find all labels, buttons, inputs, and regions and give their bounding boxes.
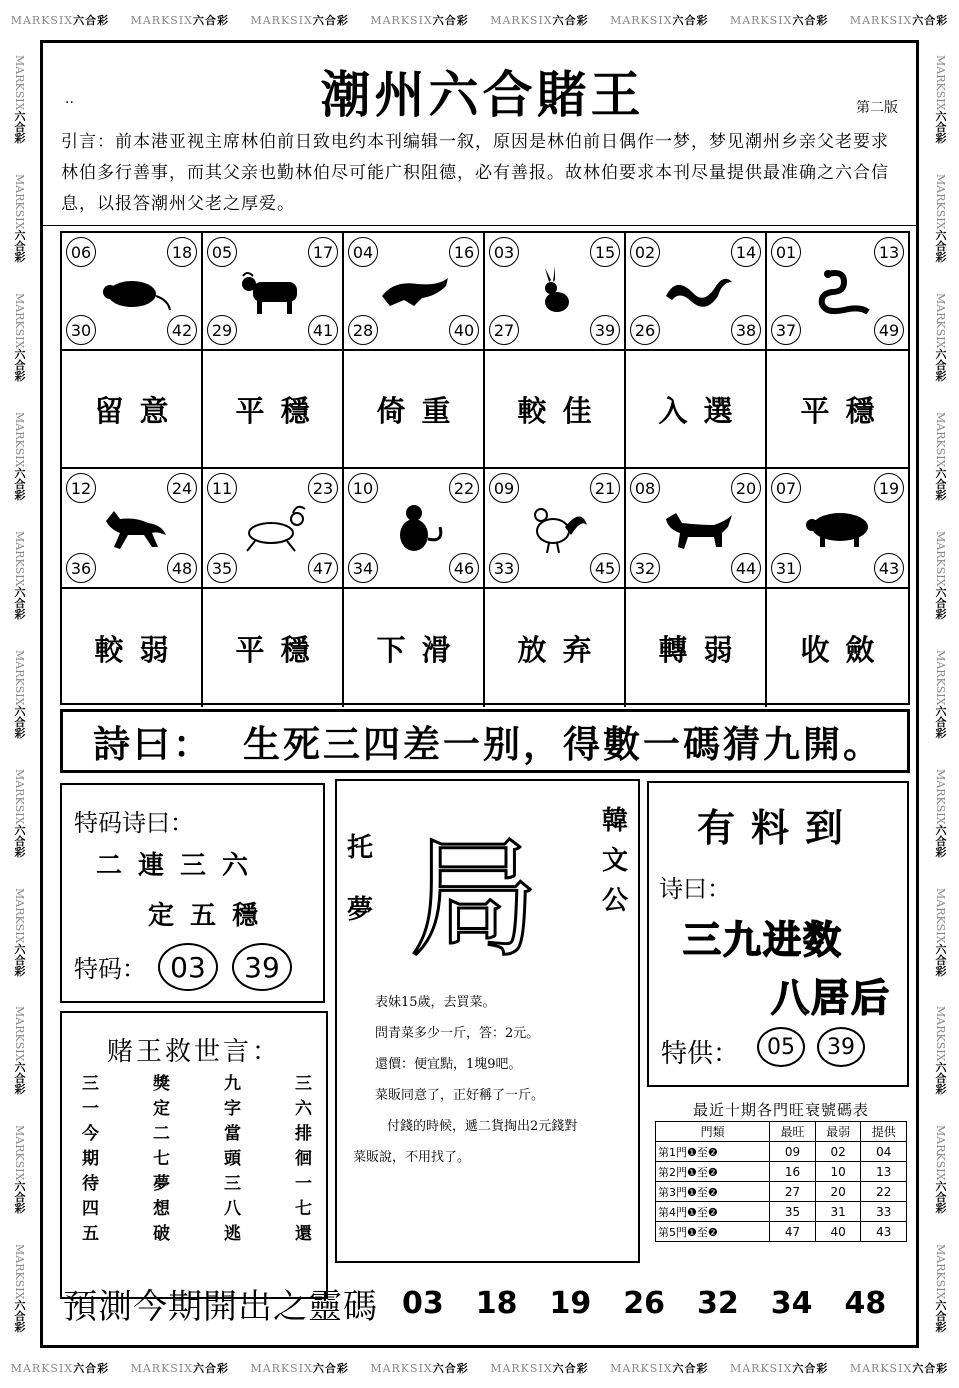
number-ball: 03 bbox=[489, 237, 519, 267]
watermark-right bbox=[921, 40, 959, 1348]
give-cell: 33 bbox=[861, 1202, 907, 1222]
column-header: 門類 bbox=[656, 1122, 770, 1142]
watermark-text: MARKSIX六合彩 bbox=[13, 411, 26, 501]
story-line: 還價：便宜點，1塊9吧。 bbox=[375, 1057, 522, 1072]
min-cell: 20 bbox=[815, 1182, 861, 1202]
watermark-text: MARKSIX六合彩 bbox=[849, 14, 949, 27]
watermark-text: MARKSIX六合彩 bbox=[13, 174, 26, 263]
door-cell: 第4門❶至❷ bbox=[656, 1202, 770, 1222]
give-cell: 04 bbox=[861, 1142, 907, 1162]
dream-right-char: 韓 bbox=[601, 806, 628, 836]
table-row bbox=[656, 1202, 907, 1222]
saying-char: 待 bbox=[82, 1174, 99, 1194]
number-ball: 18 bbox=[167, 237, 197, 267]
number-ball: 48 bbox=[167, 553, 197, 583]
special-code-box bbox=[60, 783, 325, 1003]
saying-char: 期 bbox=[82, 1149, 99, 1169]
give-cell: 22 bbox=[861, 1182, 907, 1202]
number-ball: 41 bbox=[308, 315, 338, 345]
watermark-text: MARKSIX六合彩 bbox=[934, 887, 947, 976]
watermark-text: MARKSIX六合彩 bbox=[729, 14, 829, 27]
prediction-number: 26 bbox=[623, 1286, 665, 1321]
watermark-text: MARKSIX六合彩 bbox=[370, 14, 469, 27]
saying-char: 三 bbox=[295, 1074, 312, 1094]
door-cell: 第1門❶至❷ bbox=[656, 1142, 770, 1162]
give-cell: 13 bbox=[861, 1162, 907, 1182]
watermark-text: MARKSIX六合彩 bbox=[934, 768, 947, 858]
max-cell: 16 bbox=[770, 1162, 816, 1182]
number-ball: 02 bbox=[630, 237, 660, 267]
saying-char: 四 bbox=[82, 1199, 99, 1219]
prediction-label: 預測今期開出之靈碼 bbox=[63, 1287, 378, 1327]
watermark-text: MARKSIX六合彩 bbox=[490, 14, 589, 27]
header-dots: .. bbox=[65, 91, 74, 107]
saying-char: 三 bbox=[82, 1074, 99, 1094]
watermark-text: MARKSIX六合彩 bbox=[370, 1362, 469, 1375]
prediction-number: 32 bbox=[697, 1286, 739, 1321]
watermark-text: MARKSIX六合彩 bbox=[13, 649, 26, 739]
saying-heading: 赌王救世言： bbox=[106, 1037, 281, 1067]
saying-column bbox=[224, 1073, 241, 1245]
watermark-left bbox=[0, 40, 38, 1348]
verdict-cell: 平穩 bbox=[203, 351, 344, 469]
saying-char: 一 bbox=[82, 1099, 99, 1119]
min-cell: 40 bbox=[815, 1222, 861, 1242]
watermark-text: MARKSIX六合彩 bbox=[13, 293, 26, 382]
pig-icon bbox=[798, 503, 878, 553]
number-ball: 26 bbox=[630, 315, 660, 345]
snake-icon bbox=[798, 266, 878, 316]
material-poem-label: 诗曰： bbox=[659, 875, 731, 903]
number-ball: 19 bbox=[874, 473, 904, 503]
zodiac-cell bbox=[767, 469, 908, 589]
saying-char: 還 bbox=[295, 1224, 312, 1244]
prediction-line bbox=[63, 1279, 913, 1328]
zodiac-cell bbox=[626, 233, 767, 351]
number-ball: 09 bbox=[489, 473, 519, 503]
watermark-text: MARKSIX六合彩 bbox=[13, 887, 26, 976]
material-label: 特供： bbox=[661, 1039, 740, 1069]
watermark-text: MARKSIX六合彩 bbox=[13, 530, 26, 620]
watermark-text: MARKSIX六合彩 bbox=[490, 1362, 589, 1375]
number-ball: 40 bbox=[449, 315, 479, 345]
watermark-text: MARKSIX六合彩 bbox=[934, 293, 947, 382]
saying-box bbox=[60, 1011, 328, 1299]
dream-right-vertical bbox=[602, 801, 628, 921]
number-ball: 34 bbox=[348, 553, 378, 583]
material-box bbox=[647, 781, 909, 1087]
poem-banner bbox=[60, 709, 910, 773]
story-line: 菜販同意了，正好稱了一斤。 bbox=[375, 1088, 545, 1103]
number-ball: 20 bbox=[731, 473, 761, 503]
watermark-text: MARKSIX六合彩 bbox=[250, 1362, 349, 1375]
prediction-number: 19 bbox=[549, 1286, 592, 1321]
watermark-text: MARKSIX六合彩 bbox=[13, 768, 26, 858]
watermark-text: MARKSIX六合彩 bbox=[10, 1362, 110, 1375]
watermark-bottom bbox=[0, 1348, 959, 1388]
story-line: 問青菜多少一斤，答：2元。 bbox=[375, 1026, 540, 1041]
verdict-cell: 平穩 bbox=[203, 589, 344, 707]
zodiac-cell bbox=[485, 233, 626, 351]
saying-char: 七 bbox=[295, 1199, 312, 1219]
stats-title: 最近十期各門旺衰號碼表 bbox=[692, 1101, 869, 1119]
prediction-number: 34 bbox=[770, 1286, 813, 1321]
saying-char: 字 bbox=[224, 1099, 241, 1119]
header-divider bbox=[43, 225, 916, 226]
number-ball: 39 bbox=[590, 315, 620, 345]
number-ball: 49 bbox=[874, 315, 904, 345]
verdict-cell: 入選 bbox=[626, 351, 767, 469]
special-label: 特码： bbox=[74, 955, 146, 983]
table-row bbox=[656, 1222, 907, 1242]
give-cell: 43 bbox=[861, 1222, 907, 1242]
number-ball: 10 bbox=[348, 473, 378, 503]
max-cell: 47 bbox=[770, 1222, 816, 1242]
saying-char: 破 bbox=[153, 1224, 170, 1244]
number-ball: 04 bbox=[348, 237, 378, 267]
number-ball: 24 bbox=[167, 473, 197, 503]
max-cell: 35 bbox=[770, 1202, 816, 1222]
ox-icon bbox=[233, 266, 313, 316]
column-header: 提供 bbox=[861, 1122, 907, 1142]
saying-char: 五 bbox=[82, 1224, 99, 1244]
dream-left-char: 托 bbox=[347, 833, 374, 863]
number-ball: 42 bbox=[167, 315, 197, 345]
saying-char: 六 bbox=[295, 1099, 312, 1119]
saying-char: 獎 bbox=[153, 1074, 170, 1094]
number-ball: 16 bbox=[449, 237, 479, 267]
number-ball: 17 bbox=[308, 237, 338, 267]
material-line-2: 八居后 bbox=[771, 976, 892, 1020]
number-ball: 15 bbox=[590, 237, 620, 267]
watermark-text: MARKSIX六合彩 bbox=[934, 1244, 947, 1333]
goat-icon bbox=[233, 503, 313, 553]
verdict-cell: 放弃 bbox=[485, 589, 626, 707]
verdict-cell: 收斂 bbox=[800, 632, 891, 667]
zodiac-cell bbox=[344, 469, 485, 589]
verdict-cell: 下滑 bbox=[344, 589, 485, 707]
table-row bbox=[656, 1162, 907, 1182]
watermark-text: MARKSIX六合彩 bbox=[934, 649, 947, 739]
watermark-text: MARKSIX六合彩 bbox=[250, 14, 349, 27]
number-ball: 13 bbox=[874, 237, 904, 267]
saying-char: 二 bbox=[153, 1124, 170, 1144]
poem-text: 生死三四差一别，得數一碼猜九開。 bbox=[243, 723, 883, 766]
number-ball: 30 bbox=[66, 315, 96, 345]
table-header-row bbox=[656, 1122, 907, 1142]
table-row bbox=[656, 1182, 907, 1202]
dream-box bbox=[335, 779, 640, 1263]
number-ball: 06 bbox=[66, 237, 96, 267]
prediction-number: 03 bbox=[402, 1286, 444, 1321]
saying-char: 排 bbox=[295, 1124, 312, 1144]
material-code: 05 bbox=[757, 1027, 805, 1067]
story-line: 菜販說，不用找了。 bbox=[353, 1150, 471, 1165]
number-ball: 31 bbox=[771, 553, 801, 583]
page-title: 潮州六合賭王 bbox=[320, 65, 645, 124]
zodiac-cell bbox=[626, 469, 767, 589]
number-ball: 35 bbox=[207, 553, 237, 583]
watermark-text: MARKSIX六合彩 bbox=[610, 14, 709, 27]
watermark-text: MARKSIX六合彩 bbox=[934, 1125, 947, 1214]
zodiac-cell bbox=[62, 233, 203, 351]
horse-icon bbox=[92, 503, 172, 553]
number-ball: 05 bbox=[207, 237, 237, 267]
verdict-cell: 平穩 bbox=[767, 351, 908, 469]
material-heading: 有料到 bbox=[696, 806, 859, 850]
saying-char: 夢 bbox=[153, 1174, 170, 1194]
number-ball: 07 bbox=[771, 473, 801, 503]
number-ball: 21 bbox=[590, 473, 620, 503]
dog-icon bbox=[656, 503, 736, 553]
prediction-numbers bbox=[402, 1286, 886, 1321]
poem-lead: 詩曰： bbox=[93, 723, 213, 766]
saying-columns bbox=[82, 1073, 312, 1245]
min-cell: 02 bbox=[815, 1142, 861, 1162]
verdict-cell: 留意 bbox=[62, 351, 203, 469]
watermark-text: MARKSIX六合彩 bbox=[13, 1006, 26, 1095]
verdict-cell: 較弱 bbox=[62, 589, 203, 707]
special-code: 39 bbox=[232, 943, 292, 991]
dream-right-char: 公 bbox=[601, 886, 628, 916]
number-ball: 32 bbox=[630, 553, 660, 583]
saying-char: 當 bbox=[224, 1124, 241, 1144]
tiger-icon bbox=[374, 266, 454, 316]
zodiac-cell bbox=[203, 469, 344, 589]
saying-char: 今 bbox=[82, 1124, 99, 1144]
dragon-icon bbox=[656, 266, 736, 316]
number-ball: 33 bbox=[489, 553, 519, 583]
dream-left-char: 夢 bbox=[347, 895, 374, 925]
watermark-text: MARKSIX六合彩 bbox=[130, 14, 230, 27]
watermark-top bbox=[0, 0, 959, 40]
story-line: 付錢的時候，遞二貨掏出2元錢對 bbox=[387, 1119, 578, 1134]
prediction-number: 48 bbox=[844, 1286, 887, 1321]
watermark-text: MARKSIX六合彩 bbox=[13, 1125, 26, 1214]
min-cell: 31 bbox=[815, 1202, 861, 1222]
max-cell: 09 bbox=[770, 1142, 816, 1162]
watermark-text: MARKSIX六合彩 bbox=[934, 530, 947, 620]
watermark-text: MARKSIX六合彩 bbox=[13, 1244, 26, 1333]
watermark-text: MARKSIX六合彩 bbox=[13, 55, 26, 144]
stats-table bbox=[655, 1121, 907, 1242]
saying-char: 定 bbox=[153, 1099, 170, 1119]
min-cell: 10 bbox=[815, 1162, 861, 1182]
number-ball: 01 bbox=[771, 237, 801, 267]
number-ball: 28 bbox=[348, 315, 378, 345]
number-ball: 44 bbox=[731, 553, 761, 583]
saying-char: 徊 bbox=[295, 1149, 312, 1169]
story-line: 表妹15歲，去買菜。 bbox=[375, 995, 496, 1010]
watermark-text: MARKSIX六合彩 bbox=[934, 1006, 947, 1095]
number-ball: 23 bbox=[308, 473, 338, 503]
saying-column bbox=[295, 1073, 312, 1245]
column-header: 最弱 bbox=[815, 1122, 861, 1142]
rooster-icon bbox=[515, 503, 595, 553]
rat-icon bbox=[92, 266, 172, 316]
dream-right-char: 文 bbox=[601, 846, 628, 876]
zodiac-cell bbox=[485, 469, 626, 589]
special-code: 03 bbox=[158, 943, 218, 991]
monkey-icon bbox=[374, 503, 454, 553]
dream-left-vertical bbox=[347, 817, 373, 941]
saying-char: 一 bbox=[295, 1174, 312, 1194]
number-ball: 27 bbox=[489, 315, 519, 345]
number-ball: 38 bbox=[731, 315, 761, 345]
number-ball: 11 bbox=[207, 473, 237, 503]
door-cell: 第3門❶至❷ bbox=[656, 1182, 770, 1202]
zodiac-cell bbox=[203, 233, 344, 351]
number-ball: 12 bbox=[66, 473, 96, 503]
zodiac-cell bbox=[62, 469, 203, 589]
number-ball: 45 bbox=[590, 553, 620, 583]
saying-char: 七 bbox=[153, 1149, 170, 1169]
special-heading: 特码诗曰： bbox=[74, 809, 194, 837]
number-ball: 14 bbox=[731, 237, 761, 267]
saying-column bbox=[82, 1073, 99, 1245]
edition-label: 第二版 bbox=[856, 100, 898, 116]
number-ball: 47 bbox=[308, 553, 338, 583]
verdict-cell: 倚重 bbox=[344, 351, 485, 469]
number-ball: 36 bbox=[66, 553, 96, 583]
watermark-text: MARKSIX六合彩 bbox=[849, 1362, 949, 1375]
watermark-text: MARKSIX六合彩 bbox=[10, 14, 110, 27]
material-line-1: 三九进数 bbox=[683, 918, 844, 962]
watermark-text: MARKSIX六合彩 bbox=[610, 1362, 709, 1375]
saying-char: 八 bbox=[224, 1199, 241, 1219]
saying-char: 逃 bbox=[224, 1224, 241, 1244]
watermark-text: MARKSIX六合彩 bbox=[130, 1362, 230, 1375]
watermark-text: MARKSIX六合彩 bbox=[729, 1362, 829, 1375]
special-line-2: 定五穩 bbox=[148, 901, 275, 931]
intro-paragraph: 引言：前本港亚视主席林伯前日致电约本刊编辑一叙，原因是林伯前日偶作一梦，梦见潮州乡亲父老要求林伯多行善事，而其父亲也勤林伯尽可能广积阻德，必有善报。故林伯要求本刊尽量提供最准确之六合信息，以报答潮州父老之厚爱。 bbox=[61, 132, 889, 214]
watermark-text: MARKSIX六合彩 bbox=[934, 55, 947, 144]
saying-char: 三 bbox=[224, 1174, 241, 1194]
max-cell: 27 bbox=[770, 1182, 816, 1202]
number-ball: 37 bbox=[771, 315, 801, 345]
special-line-1: 二連三六 bbox=[96, 851, 265, 881]
saying-column bbox=[153, 1073, 170, 1245]
number-ball: 08 bbox=[630, 473, 660, 503]
zodiac-grid bbox=[60, 231, 910, 705]
number-ball: 29 bbox=[207, 315, 237, 345]
zodiac-cell bbox=[344, 233, 485, 351]
rabbit-icon bbox=[515, 266, 595, 316]
door-cell: 第5門❶至❷ bbox=[656, 1222, 770, 1242]
page-frame bbox=[40, 40, 919, 1348]
number-ball: 46 bbox=[449, 553, 479, 583]
prediction-number: 18 bbox=[475, 1286, 518, 1321]
verdict-cell: 轉弱 bbox=[626, 589, 767, 707]
watermark-text: MARKSIX六合彩 bbox=[934, 411, 947, 501]
saying-char: 想 bbox=[153, 1199, 170, 1219]
dream-big-char: 局 bbox=[409, 823, 540, 975]
material-code: 39 bbox=[817, 1027, 865, 1067]
number-ball: 43 bbox=[874, 553, 904, 583]
saying-char: 頭 bbox=[224, 1149, 241, 1169]
door-cell: 第2門❶至❷ bbox=[656, 1162, 770, 1182]
verdict-cell: 較佳 bbox=[485, 351, 626, 469]
dream-story bbox=[353, 987, 633, 1173]
saying-char: 九 bbox=[224, 1074, 241, 1094]
zodiac-cell bbox=[767, 233, 908, 351]
column-header: 最旺 bbox=[770, 1122, 816, 1142]
table-row bbox=[656, 1142, 907, 1162]
watermark-text: MARKSIX六合彩 bbox=[934, 174, 947, 263]
number-ball: 22 bbox=[449, 473, 479, 503]
